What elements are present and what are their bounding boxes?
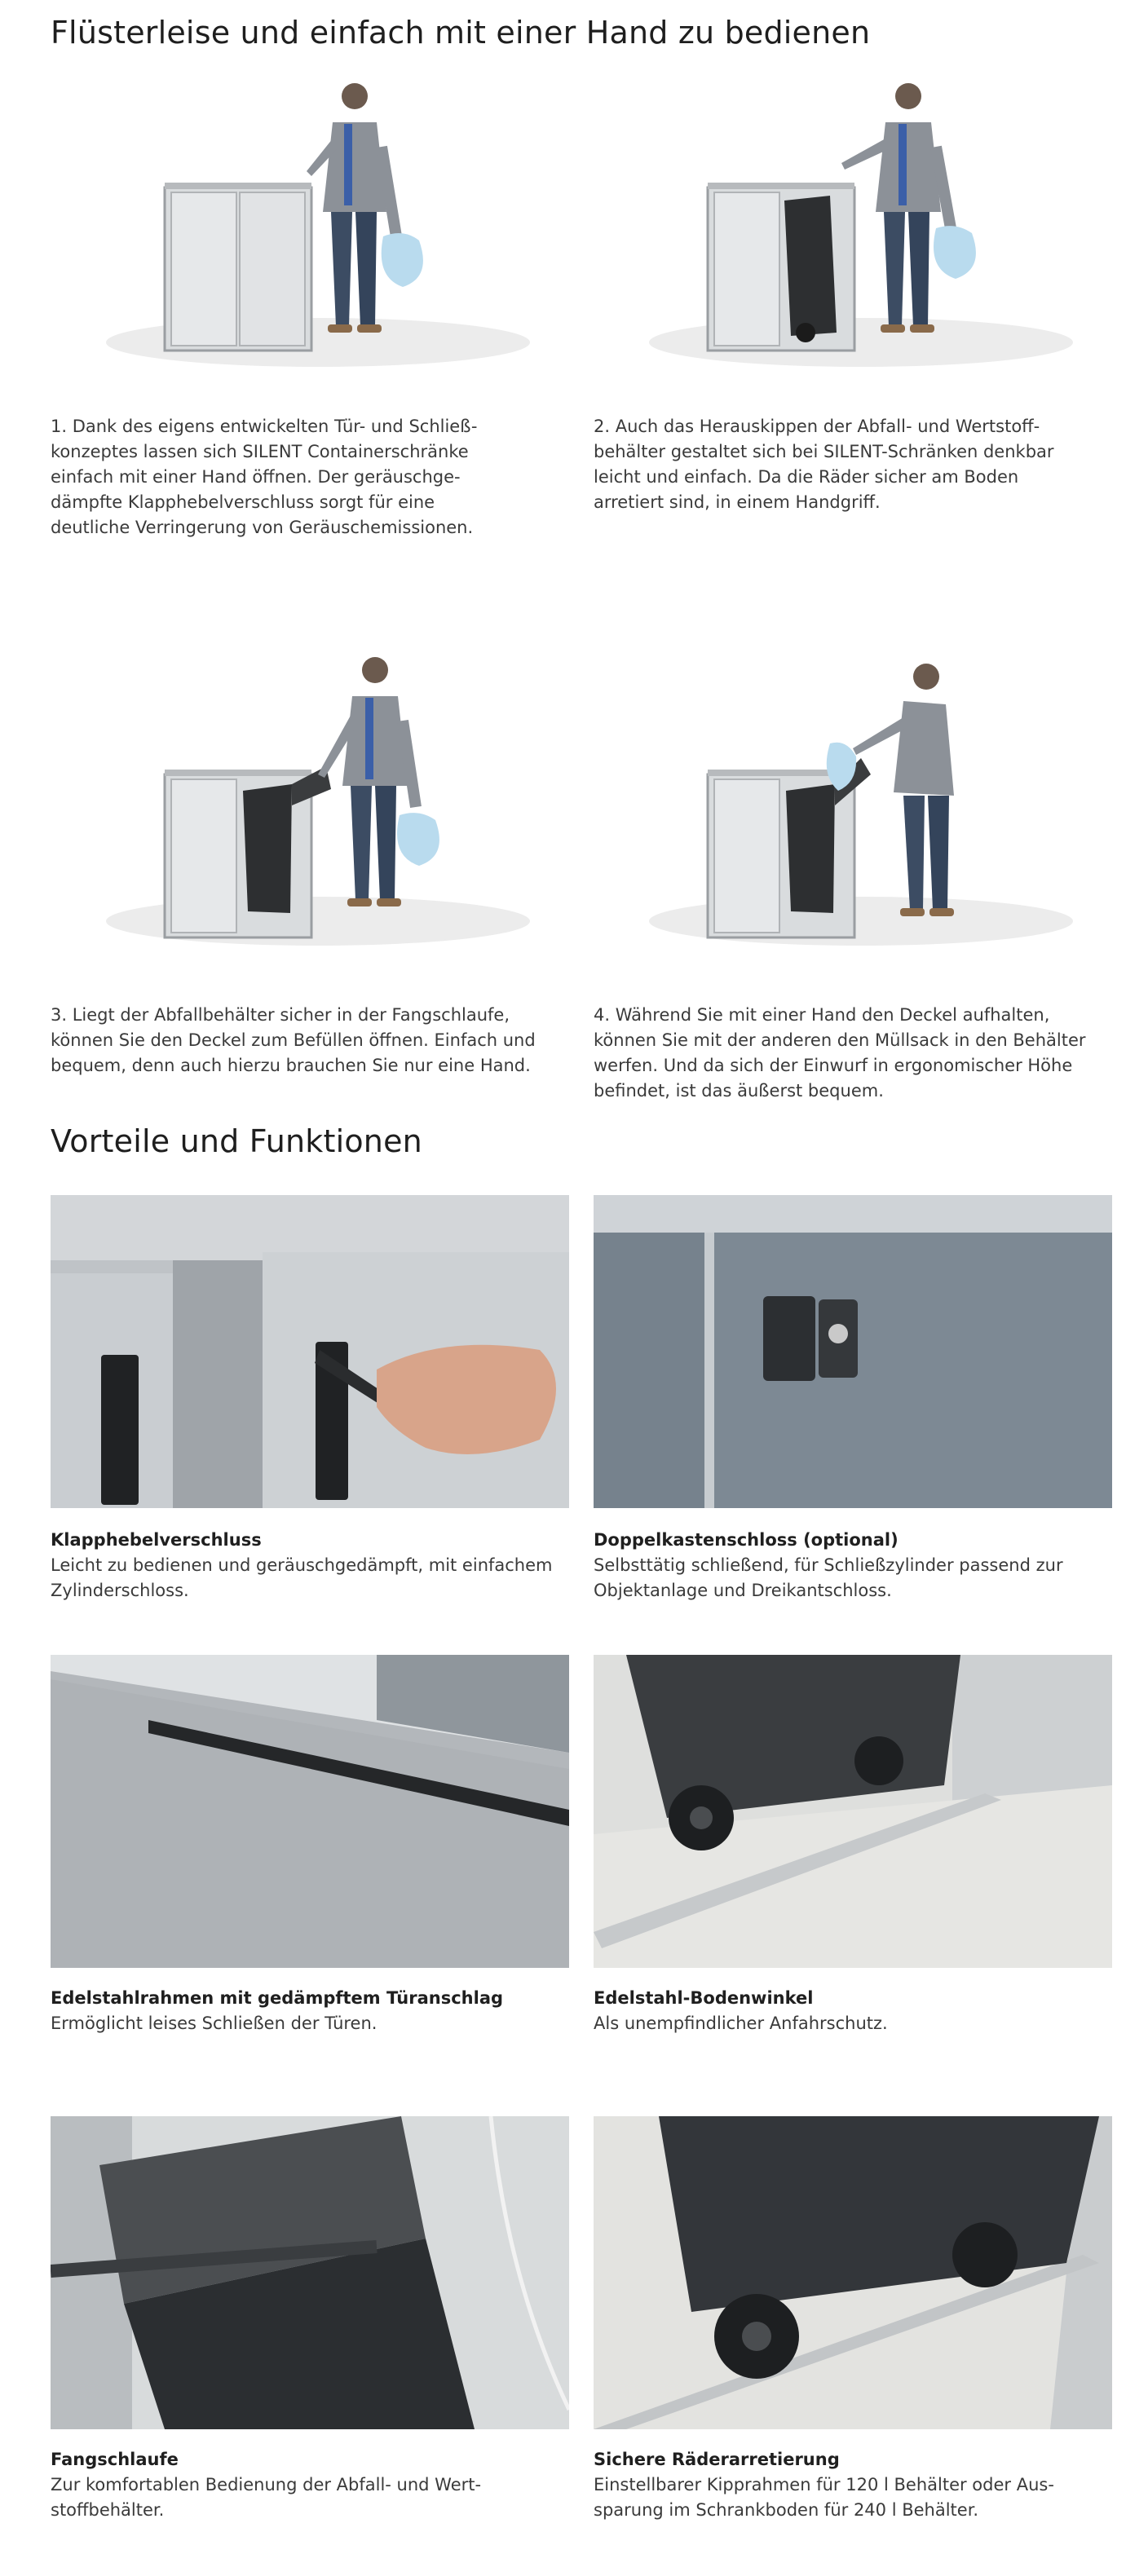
feature-description: Einstellbarer Kipprahmen für 120 l Behälter oder Aus- sparung im Schrankboden für 240 l Behälter. [594,2475,1054,2520]
step-2-illustration [616,73,1106,391]
section-heading-operation: Flüsterleise und einfach mit einer Hand zu bedienen [51,15,871,51]
feature-description: Als unempfindlicher Anfahrschutz. [594,2014,888,2033]
feature-title: Klapphebelverschluss [51,1530,262,1550]
step-4-text: 4. Während Sie mit einer Hand den Deckel aufhalten, können Sie mit der anderen den Müllsack in den Behälter werfen. Und da sich der Einwurf in ergonomischer Höhe befindet, ist das äußerst bequem. [594,1005,1086,1101]
step-1-illustration [73,73,563,391]
feature-description: Selbsttätig schließend, für Schließzylinder passend zur Objektanlage und Dreikantschloss. [594,1555,1063,1600]
feature-title: Sichere Räderarretierung [594,2450,840,2469]
feature-photo-double-box-lock [594,1195,1112,1508]
step-1-text: 1. Dank des eigens entwickelten Tür- und Schließ- konzeptes lassen sich SILENT Containerschränke einfach mit einer Hand öffnen. Der geräuschge- dämpfte Klapphebelverschluss sorgt für eine deutliche Verringerung von Geräuschemissionen. [51,417,478,537]
feature-floor-angle [594,1986,1115,2036]
feature-catch-loop [51,2447,572,2523]
feature-title: Edelstahl-Bodenwinkel [594,1988,814,2008]
feature-photo-wheel-lock [594,2116,1112,2429]
step-2-text: 2. Auch das Herauskippen der Abfall- und Wertstoff- behälter gestaltet sich bei SILENT-Schränken denkbar leicht und einfach. Da die Räder sicher am Boden arretiert sind, in einem Handgriff. [594,417,1054,512]
feature-description: Ermöglicht leises Schließen der Türen. [51,2014,378,2033]
feature-wheel-lock [594,2447,1115,2523]
feature-photo-floor-angle [594,1655,1112,1968]
step-3-text: 3. Liegt der Abfallbehälter sicher in der Fangschlaufe, können Sie den Deckel zum Befüllen öffnen. Einfach und bequem, denn auch hierzu brauchen Sie nur eine Hand. [51,1005,536,1075]
feature-photo-catch-loop [51,2116,569,2429]
feature-description: Leicht zu bedienen und geräuschgedämpft, mit einfachem Zylinderschloss. [51,1555,553,1600]
feature-steel-frame [51,1986,572,2036]
step-3-illustration [73,652,563,970]
feature-lever-lock [51,1528,572,1603]
feature-photo-lever-lock [51,1195,569,1508]
feature-title: Doppelkastenschloss (optional) [594,1530,899,1550]
section-heading-features: Vorteile und Funktionen [51,1123,422,1159]
feature-title: Fangschlaufe [51,2450,179,2469]
feature-double-box-lock [594,1528,1115,1603]
feature-photo-steel-frame [51,1655,569,1968]
step-4-illustration [616,652,1106,970]
feature-title: Edelstahlrahmen mit gedämpftem Türanschlag [51,1988,504,2008]
feature-description: Zur komfortablen Bedienung der Abfall- und Wert- stoffbehälter. [51,2475,482,2520]
